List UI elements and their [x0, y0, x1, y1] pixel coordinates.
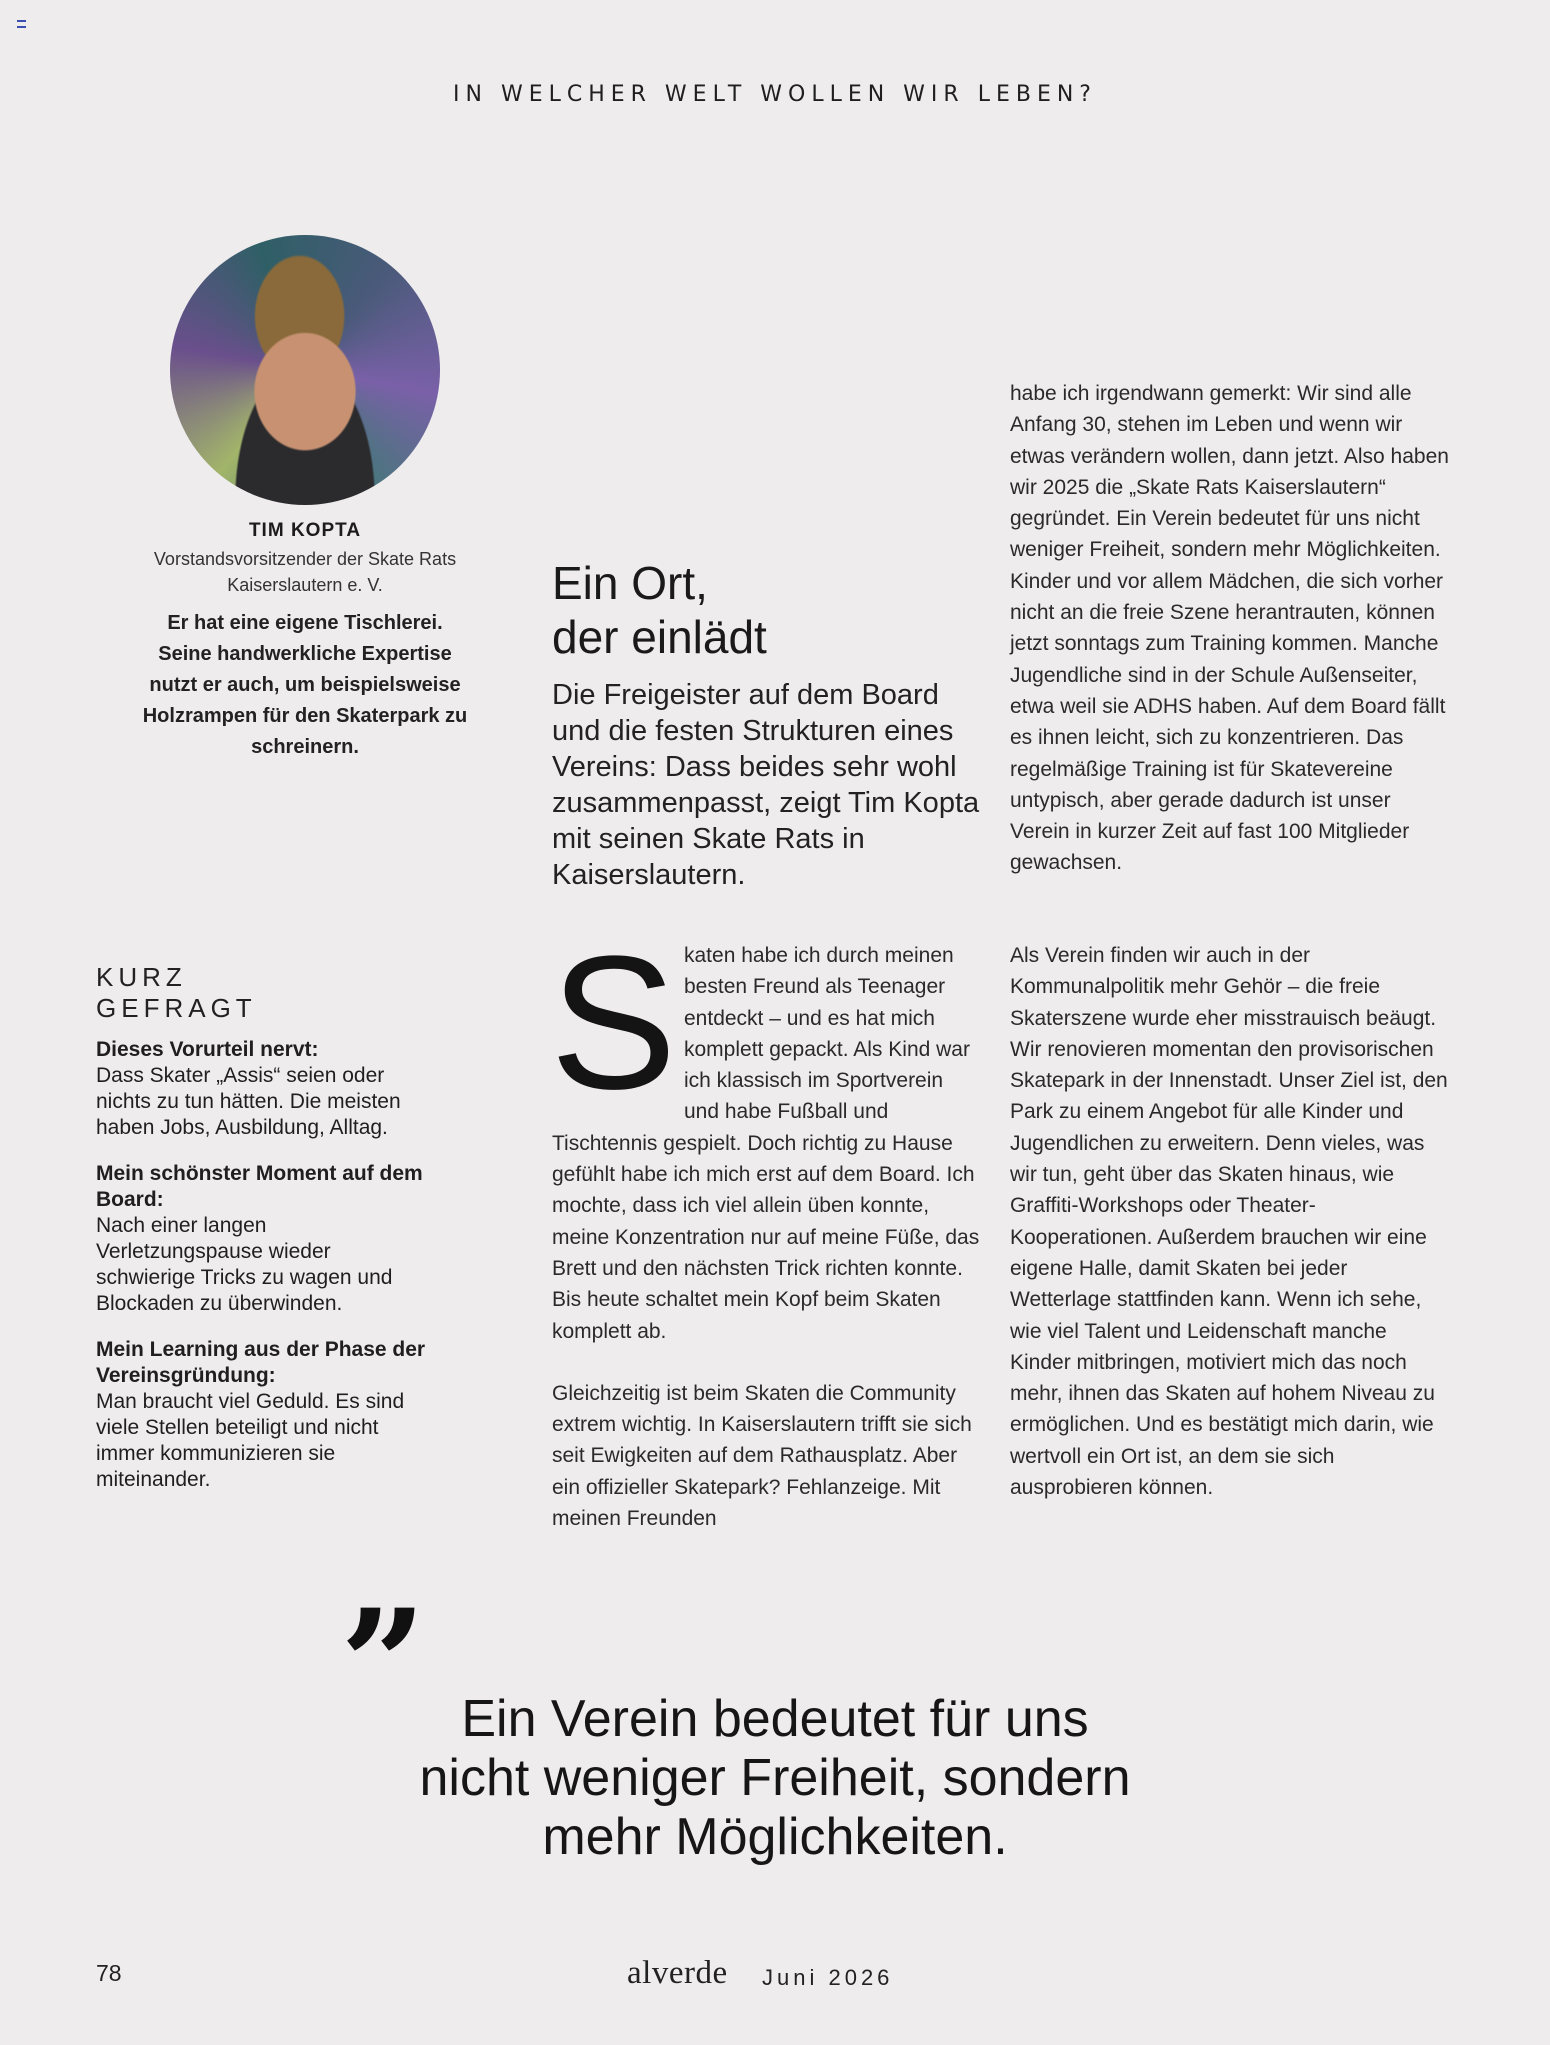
page-number: 78 — [96, 1960, 122, 1986]
person-name: TIM KOPTA — [248, 520, 362, 541]
headline-line-2: der einlädt — [552, 611, 767, 663]
person-role: Vorstandsvorsitzender der Skate Rats Kaiserslautern e. V. — [153, 549, 457, 595]
drop-cap: S — [550, 917, 677, 1129]
kurz-title-line-1: KURZ — [96, 962, 187, 992]
qa-question: Mein Learning aus der Phase der Vereinsgründung: — [96, 1338, 426, 1387]
footer-brand-logo: alverde — [627, 1955, 728, 1991]
article-column-middle — [550, 917, 982, 1534]
pull-quote-line-1: Ein Verein bedeutet für uns — [461, 1690, 1089, 1748]
qa-item — [96, 1037, 426, 1141]
footer-issue-date: Juni 2026 — [762, 1965, 894, 1990]
article-lead: Die Freigeister auf dem Board und die festen Strukturen eines Vereins: Dass beides sehr wohl zusammenpasst, zeigt Tim Kopta mit seinen Skate Rats in Kaiserslautern. — [552, 679, 980, 891]
qa-answer: Man braucht viel Geduld. Es sind viele Stellen beteiligt und nicht immer kommunizieren sie miteinander. — [96, 1390, 405, 1491]
section-topline: IN WELCHER WELT WOLLEN WIR LEBEN? — [453, 82, 1097, 107]
article-column-right-top — [1010, 378, 1450, 879]
qa-answer: Dass Skater „Assis“ seien oder nichts zu tun hätten. Die meisten haben Jobs, Ausbildung, Alltag. — [96, 1064, 401, 1139]
paragraph-1-text: katen habe ich durch meinen besten Freund als Teenager entdeckt – und es hat mich komplett gepackt. Als Kind war ich klassisch im Sportverein und habe Fußball und Tischtennis gespielt. Doch richtig zu Hause gefühlt habe ich mich erst auf dem Board. Ich mochte, dass ich viel allein üben konnte, meine Konzentration nur auf meine Füße, das Brett und den nächsten Trick richten konnte. Bis heute schaltet mein Kopf beim Skaten komplett ab. — [552, 944, 980, 1343]
person-bio: Er hat eine eigene Tischlerei. Seine handwerkliche Expertise nutzt er auch, um beispielsweise Holzrampen für den Skaterpark zu schreinern. — [142, 612, 468, 758]
article-paragraph-4: Als Verein finden wir auch in der Kommunalpolitik mehr Gehör – die freie Skaterszene wurde eher misstrauisch beäugt. Wir renovieren momentan den provisorischen Skatepark in der Innenstadt. Unser Ziel ist, den Park zu einem Angebot für alle Kinder und Jugendlichen zu erweitern. Denn vieles, was wir tun, geht über das Skaten hinaus, wie Graffiti-Workshops oder Theater-Kooperationen. Außerdem brauchen wir eine eigene Halle, damit Skaten bei jeder Wetterlage stattfinden kann. Wenn ich sehe, wie viel Talent und Leidenschaft manche Kinder mitbringen, motiviert mich das noch mehr, ihnen das Skaten auf hohem Niveau zu ermöglichen. Und es bestätigt mich darin, wie wertvoll ein Ort ist, an dem sie sich ausprobieren können. — [1010, 944, 1448, 1500]
kurz-gefragt-list — [96, 1037, 426, 1513]
qa-item — [96, 1161, 426, 1317]
pull-quote — [0, 1690, 1550, 1867]
portrait-photo — [170, 235, 440, 505]
quote-mark-icon: ” — [340, 1577, 427, 1753]
article-paragraph-2: Gleichzeitig ist beim Skaten die Community extrem wichtig. In Kaiserslautern trifft sie sich seit Ewigkeiten auf dem Rathausplatz. Aber ein offizieller Skatepark? Fehlanzeige. Mit meinen Freunden — [552, 1381, 972, 1531]
headline-line-1: Ein Ort, — [552, 557, 708, 609]
menu-icon[interactable] — [17, 20, 26, 28]
article-headline — [552, 556, 992, 664]
qa-question: Mein schönster Moment auf dem Board: — [96, 1162, 423, 1211]
pull-quote-line-2: nicht weniger Freiheit, sondern — [419, 1749, 1131, 1807]
article-column-right-bottom — [1010, 940, 1450, 1503]
qa-answer: Nach einer langen Verletzungspause wieder schwierige Tricks zu wagen und Blockaden zu überwinden. — [96, 1214, 393, 1315]
qa-question: Dieses Vorurteil nervt: — [96, 1038, 319, 1061]
pull-quote-line-3: mehr Möglichkeiten. — [542, 1808, 1008, 1866]
article-paragraph-3: habe ich irgendwann gemerkt: Wir sind alle Anfang 30, stehen im Leben und wenn wir etwas verändern wollen, dann jetzt. Also haben wir 2025 die „Skate Rats Kaiserslautern“ gegründet. Ein Verein bedeutet für uns nicht weniger Freiheit, sondern mehr Möglichkeiten. Kinder und vor allem Mädchen, die sich vorher nicht an die freie Szene herantrauten, können jetzt sonntags zum Training kommen. Manche Jugendliche sind in der Schule Außenseiter, etwa weil sie ADHS haben. Auf dem Board fällt es ihnen leicht, sich zu konzentrieren. Das regelmäßige Training ist für Skatevereine untypisch, aber gerade dadurch ist unser Verein in kurzer Zeit auf fast 100 Mitglieder gewachsen. — [1010, 382, 1449, 875]
person-info — [140, 520, 470, 763]
kurz-title-line-2: GEFRAGT — [96, 993, 257, 1023]
qa-item — [96, 1337, 426, 1493]
kurz-gefragt-title — [96, 962, 257, 1024]
article-paragraph-1 — [550, 917, 982, 1347]
